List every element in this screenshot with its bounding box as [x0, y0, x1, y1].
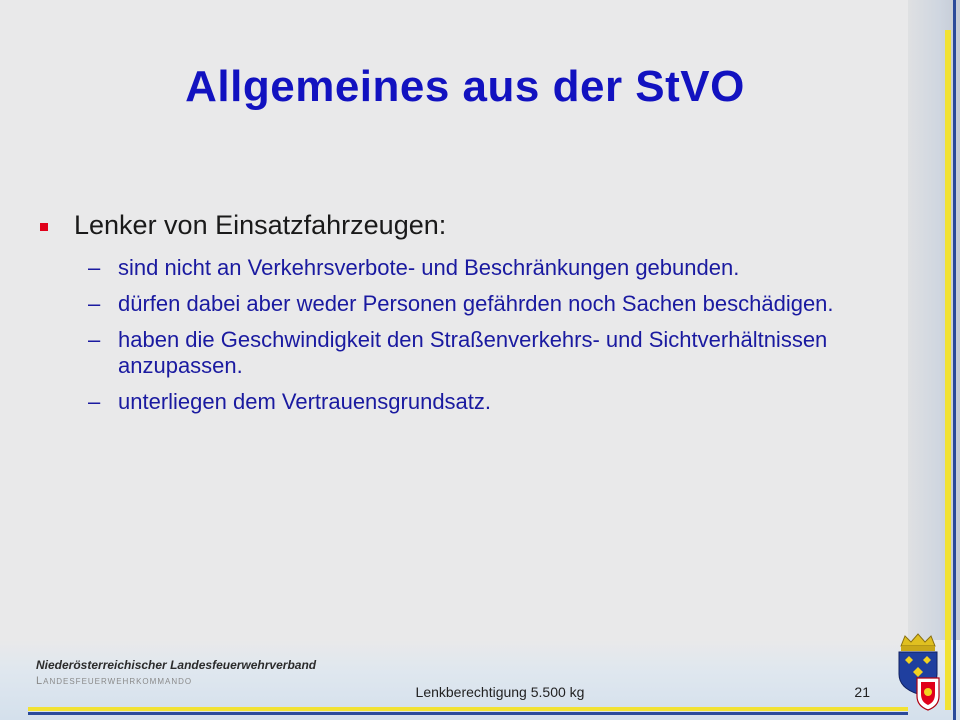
slide-title: Allgemeines aus der StVO [185, 62, 745, 111]
footer-center-text: Lenkberechtigung 5.500 kg [415, 684, 585, 700]
organization-name: Niederösterreichischer Landesfeuerwehrverband [36, 658, 317, 672]
horizontal-blue-stripe [28, 712, 908, 715]
main-bullet-text: Lenker von Einsatzfahrzeugen: [74, 210, 447, 240]
dash-bullet: – [88, 255, 101, 280]
red-square-bullet-icon [40, 223, 48, 231]
sub-bullet-item [88, 291, 890, 317]
sub-bullet-text: dürfen dabei aber weder Personen gefährden noch Sachen beschädigen. [118, 291, 834, 316]
slide-content [40, 210, 890, 425]
horizontal-yellow-stripe [28, 707, 908, 711]
page-number: 21 [854, 684, 870, 700]
coat-of-arms-emblem-icon [893, 632, 943, 712]
vertical-yellow-stripe [945, 30, 951, 710]
dash-bullet: – [88, 389, 101, 414]
sub-bullet-item [88, 327, 890, 379]
sub-bullet-text: sind nicht an Verkehrsverbote- und Beschränkungen gebunden. [118, 255, 740, 280]
dash-bullet: – [88, 291, 101, 316]
organization-subtitle: Landesfeuerwehrkommando [36, 675, 193, 687]
vertical-blue-stripe [953, 0, 956, 720]
dash-bullet: – [88, 327, 101, 352]
sub-bullet-text: haben die Geschwindigkeit den Straßenverkehrs- und Sichtverhältnissen anzupassen. [118, 327, 828, 378]
sub-bullet-item [88, 389, 890, 415]
sub-bullet-text: unterliegen dem Vertrauensgrundsatz. [118, 389, 492, 414]
main-bullet-item [40, 210, 890, 241]
sub-bullet-item [88, 255, 890, 281]
